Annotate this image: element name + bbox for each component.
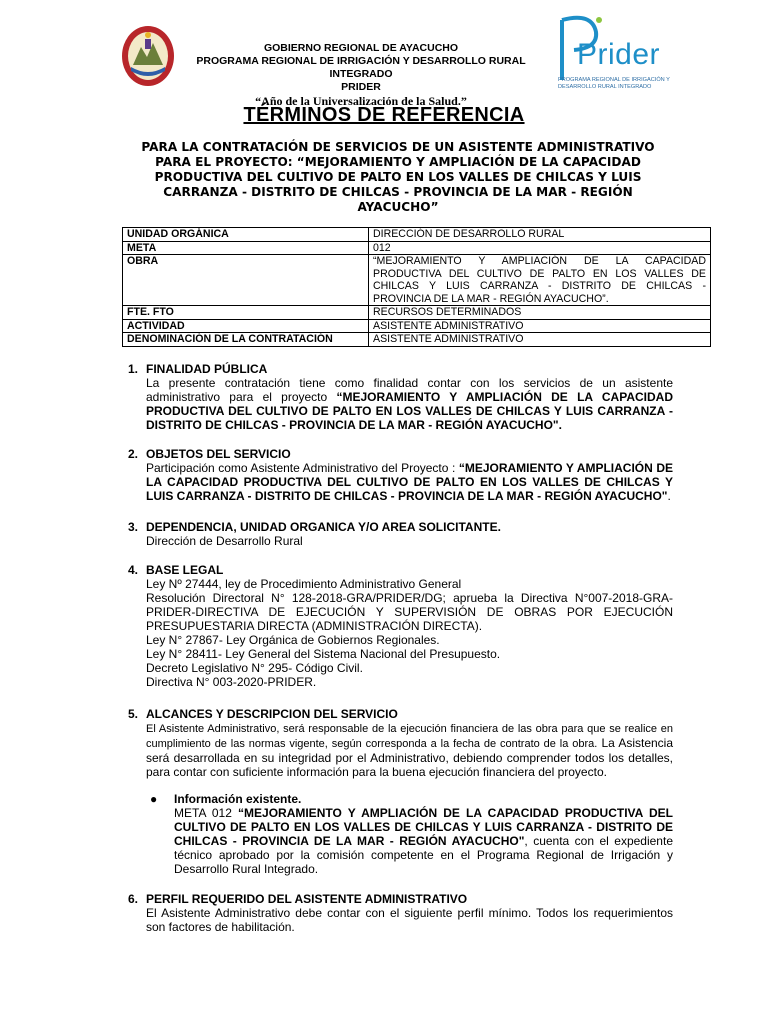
item-text: META 012: [174, 806, 239, 820]
section-text: El Asistente Administrativo, será responsable de la ejecución financiera de las obra para que se realice en cumplimiento de las normas vigente, según corresponda a la fecha de contrato de la obra.: [146, 723, 673, 750]
section-text-bold: “MEJORAMIENTO Y AMPLIACIÓN DE LA CAPACIDAD PRODUCTIVA DEL CULTIVO DE PALTO EN LOS VALLES DE CHILCAS Y LUIS CARRANZA - DISTRITO DE CHILCAS - PROVINCIA DE LA MAR - REGIÓN AYACUCHO": [146, 461, 673, 503]
table-value: ASISTENTE ADMINISTRATIVO: [369, 333, 711, 347]
table-row: [123, 333, 711, 347]
item-body: [174, 806, 673, 876]
section-body: [146, 721, 673, 779]
section-number: 5.: [128, 707, 139, 721]
table-row: [123, 255, 711, 306]
document-title: TÉRMINOS DE REFERENCIA: [243, 104, 525, 126]
section-body: [146, 461, 673, 503]
table-key: META: [123, 241, 369, 255]
section-alcances: [128, 707, 673, 779]
legal-item: Ley Nº 27444, ley de Procedimiento Administrativo General: [146, 577, 462, 591]
header-block: [176, 42, 546, 108]
legal-item: Decreto Legislativo N° 295- Código Civil.: [146, 661, 363, 675]
prider-logo-subtitle: PROGRAMA REGIONAL DE IRRIGACIÓN Y DESARROLLO RURAL INTEGRADO: [558, 77, 670, 90]
table-row: [123, 241, 711, 255]
item-heading: Información existente.: [174, 792, 302, 806]
section-text: La presente contratación tiene como finalidad contar con los servicios de un asistente administrativo para el proyecto: [146, 376, 673, 404]
section-body: [146, 376, 673, 432]
section-text-bold: “MEJORAMIENTO Y AMPLIACIÓN DE LA CAPACIDAD PRODUCTIVA DEL CULTIVO DE PALTO EN LOS VALLES DE CHILCAS Y LUIS CARRANZA - DISTRITO DE CHILCAS - PROVINCIA DE LA MAR - REGIÓN AYACUCHO".: [146, 390, 673, 432]
section-heading: BASE LEGAL: [146, 563, 224, 577]
section-body: El Asistente Administrativo debe contar con el siguiente perfil mínimo. Todos los requerimientos son factores de habilitación.: [146, 906, 673, 934]
header-line-1: GOBIERNO REGIONAL DE AYACUCHO: [263, 42, 459, 54]
table-key: OBRA: [123, 255, 369, 306]
legal-item: Resolución Directoral N° 128-2018-GRA/PRIDER/DG; aprueba la Directiva N°007-2018-GRA-PRIDER-DIRECTIVA DE EJECUCIÓN Y SUPERVISIÓN DE OBRAS POR EJECUCIÓN PRESUPUESTARIA DIRECTA (ADMINISTRACIÓN DIRECTA).: [146, 591, 673, 633]
legal-item: Ley N° 27867- Ley Orgánica de Gobiernos Regionales.: [146, 633, 440, 647]
table-row: [123, 228, 711, 242]
item-text-bold: “MEJORAMIENTO Y AMPLIACIÓN DE LA CAPACIDAD PRODUCTIVA DEL CULTIVO DE PALTO EN LOS VALLES DE CHILCAS Y LUIS CARRANZA - DISTRITO DE CHILCAS - PROVINCIA DE LA MAR - REGIÓN AYACUCHO": [174, 806, 673, 848]
section-objetos-del-servicio: [128, 447, 673, 503]
section-body: [146, 577, 673, 689]
section-perfil-requerido: [128, 892, 673, 934]
table-key: ACTIVIDAD: [123, 319, 369, 333]
header-line-2: PROGRAMA REGIONAL DE IRRIGACIÓN Y DESARROLLO RURAL INTEGRADO: [196, 55, 526, 80]
section-number: 1.: [128, 362, 139, 376]
info-table: [122, 227, 711, 347]
section-text: .: [667, 489, 671, 503]
table-row: [123, 319, 711, 333]
section-body: Dirección de Desarrollo Rural: [146, 534, 303, 548]
section-text: La Asistencia será desarrollada en su integridad por el Administrativo, debiendo comprender todos los detalles, para contar con suficiente información para la buena ejecución financiera del proyecto.: [146, 736, 674, 779]
table-key: FTE. FTO: [123, 306, 369, 320]
section-number: 4.: [128, 563, 139, 577]
section-heading: PERFIL REQUERIDO DEL ASISTENTE ADMINISTRATIVO: [146, 892, 468, 906]
header-line-3: PRIDER: [341, 81, 381, 93]
regional-seal-logo: [121, 25, 175, 87]
table-value: DIRECCIÓN DE DESARROLLO RURAL: [369, 228, 711, 242]
section-dependencia: [128, 520, 673, 548]
section-heading: OBJETOS DEL SERVICIO: [146, 447, 291, 461]
table-value: “MEJORAMIENTO Y AMPLIACIÓN DE LA CAPACIDAD PRODUCTIVA DEL CULTIVO DE PALTO EN LOS VALLES DE CHILCAS Y LUIS CARRANZA - DISTRITO DE CHILCAS - PROVINCIA DE LA MAR - REGIÓN AYACUCHO”.: [369, 255, 711, 306]
table-value: ASISTENTE ADMINISTRATIVO: [369, 319, 711, 333]
section-base-legal: [128, 563, 673, 689]
table-key: UNIDAD ORGÁNICA: [123, 228, 369, 242]
section-heading: ALCANCES Y DESCRIPCION DEL SERVICIO: [146, 707, 398, 721]
legal-item: Ley N° 28411- Ley General del Sistema Nacional del Presupuesto.: [146, 647, 501, 661]
document-subtitle: PARA LA CONTRATACIÓN DE SERVICIOS DE UN ASISTENTE ADMINISTRATIVO PARA EL PROYECTO: “MEJORAMIENTO Y AMPLIACIÓN DE LA CAPACIDAD PRODUCTIVA DEL CULTIVO DE PALTO EN LOS VALLES DE CHILCAS Y LUIS CARRANZA - DISTRITO DE CHILCAS - PROVINCIA DE LA MAR - REGIÓN AYACUCHO”: [141, 140, 655, 214]
prider-logo-word: Prider: [577, 38, 661, 71]
section-text: Participación como Asistente Administrativo del Proyecto :: [146, 461, 459, 475]
section-number: 2.: [128, 447, 139, 461]
info-existente-item: [150, 792, 673, 876]
header-motto: “Año de la Universalización de la Salud.”: [255, 94, 467, 108]
section-heading: DEPENDENCIA, UNIDAD ORGANICA Y/O AREA SOLICITANTE.: [146, 520, 501, 534]
table-value: 012: [369, 241, 711, 255]
section-number: 6.: [128, 892, 139, 906]
bullet-icon: ●: [150, 792, 158, 806]
table-row: [123, 306, 711, 320]
section-finalidad-publica: [128, 362, 673, 432]
section-number: 3.: [128, 520, 139, 534]
legal-item: Directiva N° 003-2020-PRIDER.: [146, 675, 317, 689]
item-text: , cuenta con el expediente técnico aprobado por la comisión competente en el Programa Regional de Irrigación y Desarrollo Rural Integrado.: [174, 834, 673, 876]
section-heading: FINALIDAD PÚBLICA: [146, 362, 268, 376]
table-value: RECURSOS DETERMINADOS: [369, 306, 711, 320]
table-key: DENOMINACIÓN DE LA CONTRATACIÓN: [123, 333, 369, 347]
